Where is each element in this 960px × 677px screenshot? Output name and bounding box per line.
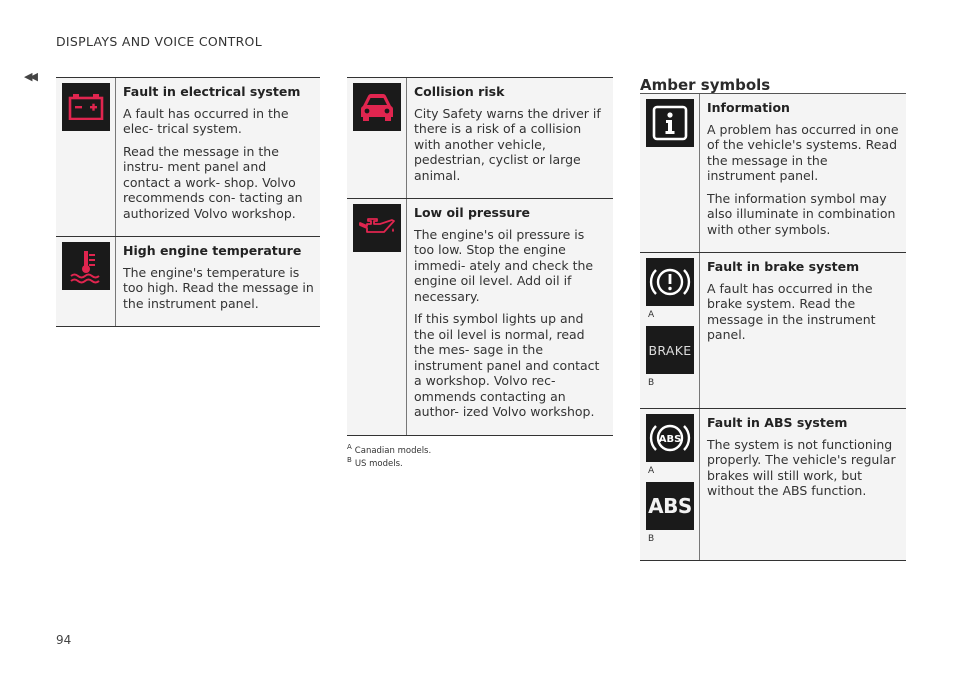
symbol-row-collision (347, 77, 613, 199)
row-text: The system is not functioning properly. The vehicle's regular brakes will still work, but without the ABS function. (707, 436, 896, 498)
variant-label-a: A (648, 310, 655, 320)
back-arrows-icon[interactable]: ◀◀ (24, 70, 35, 83)
row-title: Fault in brake system (707, 259, 860, 274)
abs-warning-icon (646, 414, 694, 462)
oil-can-icon (353, 204, 401, 252)
battery-icon (62, 83, 110, 131)
abs-text-icon: ABS (646, 482, 694, 530)
brake-warning-icon (646, 258, 694, 306)
symbol-row-engine-temperature (56, 237, 320, 327)
engine-temperature-icon (62, 242, 110, 290)
footnotes (347, 442, 613, 470)
row-title: Fault in ABS system (707, 415, 848, 430)
page-header: DISPLAYS AND VOICE CONTROL (56, 34, 262, 49)
row-text: Read the message in the instru- ment panel and contact a work- shop. Volvo recommends con- tacting an authorized Volvo workshop. (123, 143, 303, 221)
row-text: A fault has occurred in the brake system. Read the message in the instrument panel. (707, 280, 876, 342)
brake-text-icon: BRAKE (646, 326, 694, 374)
symbol-row-electrical (56, 77, 320, 237)
row-text: City Safety warns the driver if there is a risk of a collision with another vehicle, pedestrian, cyclist or large animal. (414, 105, 601, 183)
collision-car-icon (353, 83, 401, 131)
column-red-symbols-1 (56, 77, 320, 327)
column-red-symbols-2 (347, 77, 613, 469)
footnote-b: $^B$ US models. (347, 456, 403, 470)
page-number: 94 (56, 633, 72, 647)
row-title: Information (707, 100, 790, 115)
column-amber-symbols (640, 77, 906, 561)
symbol-row-brake (640, 253, 906, 409)
row-title: Collision risk (414, 84, 505, 99)
variant-label-b: B (648, 378, 655, 388)
footnote-a: $^A$ Canadian models. (347, 442, 432, 456)
row-title: High engine temperature (123, 243, 302, 258)
row-title: Fault in electrical system (123, 84, 301, 99)
row-title: Low oil pressure (414, 205, 530, 220)
symbol-row-information (640, 94, 906, 253)
row-text: A problem has occurred in one of the vehicle's systems. Read the message in the instrument panel. (707, 121, 899, 183)
information-icon (646, 99, 694, 147)
symbol-row-oil-pressure (347, 199, 613, 436)
row-text: The engine's temperature is too high. Read the message in the instrument panel. (123, 264, 314, 311)
variant-label-a: A (648, 466, 655, 476)
row-text: A fault has occurred in the elec- trical system. (123, 105, 289, 136)
section-title: Amber symbols (640, 77, 906, 94)
variant-label-b: B (648, 534, 655, 544)
svg-text:ABS: ABS (658, 434, 682, 445)
symbol-row-abs (640, 409, 906, 561)
row-text: If this symbol lights up and the oil level is normal, read the mes- sage in the instrument panel and contact a workshop. Volvo rec- ommends contacting an author- ized Volvo workshop. (414, 311, 600, 419)
row-text: The information symbol may also illuminate in combination with other symbols. (707, 190, 896, 237)
row-text: The engine's oil pressure is too low. Stop the engine immedi- ately and check the engine oil level. Add oil if necessary. (414, 226, 594, 304)
